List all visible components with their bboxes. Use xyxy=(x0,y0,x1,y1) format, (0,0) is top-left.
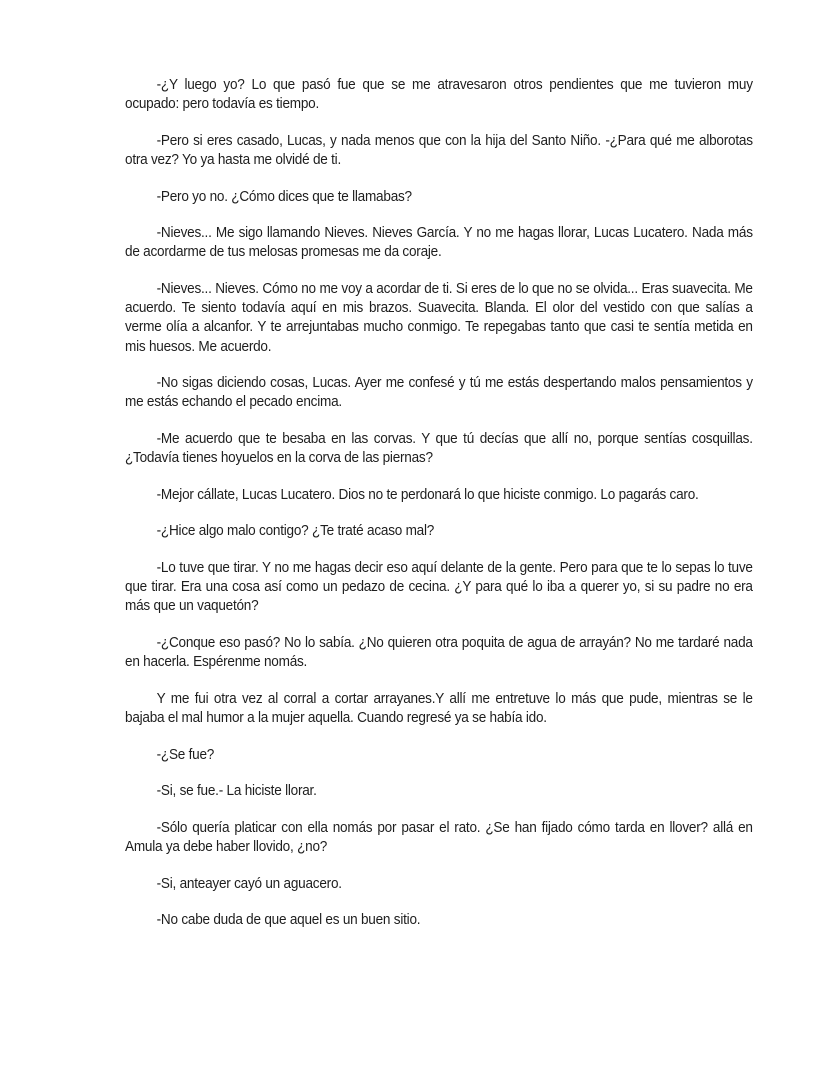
paragraph-7: -Me acuerdo que te besaba en las corvas. Y que tú decías que allí no, porque sentías cosquillas. ¿Todavía tienes hoyuelos en la corva de las piernas? xyxy=(125,430,753,467)
paragraph-5: -Nieves... Nieves. Cómo no me voy a acordar de ti. Si eres de lo que no se olvida... Eras suavecita. Me acuerdo. Te siento todavía aquí en mis brazos. Suavecita. Blanda. El olor del vestido con que salías a verme olía a alcanfor. Y te arrejuntabas mucho conmigo. Te repegabas tanto que casi te sentía metida en mis huesos. Me acuerdo. xyxy=(125,280,753,355)
paragraph-4: -Nieves... Me sigo llamando Nieves. Nieves García. Y no me hagas llorar, Lucas Lucatero. Nada más de acordarme de tus melosas promesas me da coraje. xyxy=(125,225,753,261)
paragraph-2: -Pero si eres casado, Lucas, y nada menos que con la hija del Santo Niño. -¿Para qué me alborotas otra vez? Yo ya hasta me olvidé de ti. xyxy=(125,132,753,168)
paragraph-15: -Sólo quería platicar con ella nomás por pasar el rato. ¿Se han fijado cómo tarda en llover? allá en Amula ya debe haber llovido, ¿no? xyxy=(125,819,753,855)
paragraph-12: Y me fui otra vez al corral a cortar arrayanes.Y allí me entretuve lo más que pude, mientras se le bajaba el mal humor a la mujer aquella. Cuando regresé ya se había ido. xyxy=(125,690,753,726)
paragraph-9: -¿Hice algo malo contigo? ¿Te traté acaso mal? xyxy=(156,523,435,540)
paragraph-13: -¿Se fue? xyxy=(156,746,215,763)
paragraph-16: -Si, anteayer cayó un aguacero. xyxy=(156,875,342,892)
paragraph-6: -No sigas diciendo cosas, Lucas. Ayer me confesé y tú me estás despertando malos pensamientos y me estás echando el pecado encima. xyxy=(125,375,753,411)
document-page xyxy=(125,76,753,948)
paragraph-17: -No cabe duda de que aquel es un buen sitio. xyxy=(156,912,421,929)
document-body xyxy=(125,76,753,930)
paragraph-14: -Si, se fue.- La hiciste llorar. xyxy=(156,783,317,800)
paragraph-10: -Lo tuve que tirar. Y no me hagas decir eso aquí delante de la gente. Pero para que te lo sepas lo tuve que tirar. Era una cosa así como un pedazo de cecina. ¿Y para qué lo iba a querer yo, si su padre no era más que un vaquetón? xyxy=(125,559,753,615)
paragraph-3: -Pero yo no. ¿Cómo dices que te llamabas? xyxy=(156,188,412,205)
paragraph-8: -Mejor cállate, Lucas Lucatero. Dios no te perdonará lo que hiciste conmigo. Lo pagarás caro. xyxy=(156,486,699,503)
paragraph-11: -¿Conque eso pasó? No lo sabía. ¿No quieren otra poquita de agua de arrayán? No me tardaré nada en hacerla. Espérenme nomás. xyxy=(125,634,753,671)
paragraph-1: -¿Y luego yo? Lo que pasó fue que se me atravesaron otros pendientes que me tuvieron muy ocupado: pero todavía es tiempo. xyxy=(125,77,753,113)
